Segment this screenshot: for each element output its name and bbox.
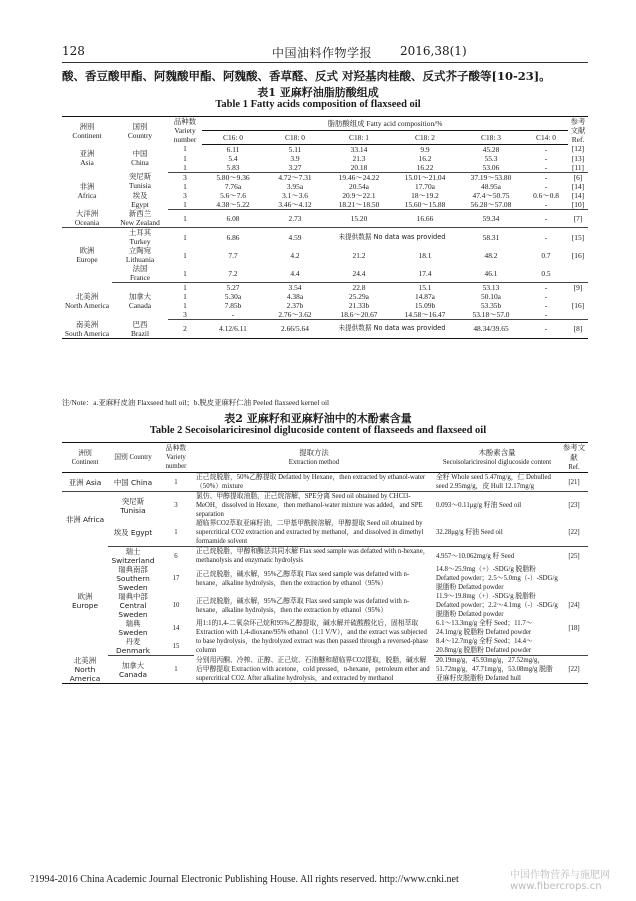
fatty-acid-cell: 2.66/5.64 — [264, 320, 326, 339]
country-cell: 中国 China — [108, 473, 158, 492]
fatty-acid-cell: 19.46～24.22 — [338, 172, 380, 182]
t1-h-c18-1: C18: 1 — [326, 130, 392, 144]
fatty-acid-cell: 5.83 — [202, 163, 264, 173]
fatty-acid-cell: 55.3 — [484, 153, 498, 163]
country-cell: 加拿大 Canada — [128, 292, 152, 311]
fatty-acid-cell: 3.54 — [288, 283, 302, 292]
fatty-acid-cell: 37.19～53.80 — [470, 172, 512, 182]
fatty-acid-cell: 53.06 — [458, 163, 524, 173]
table1-body — [62, 144, 588, 338]
method-cell: 分别用丙酮、冷榨、正醇、正己烷、石油醚和超临界CO2提取，脱脂，碱水解后甲醇提取 Extraction with acetone，cold pressed，n-hexane，petroleum ether and supercritical CO2. After alkaline hydrolysis，and extracted by methanol — [194, 656, 434, 684]
fatty-acid-cell: - — [544, 283, 548, 292]
variety-count-cell: 3 — [174, 502, 178, 509]
reference-cell: [6] — [573, 172, 583, 182]
continent-cell: 欧洲 Europe — [76, 246, 98, 265]
table1-caption-cn: 表1 亚麻籽油脂肪酸组成 — [257, 86, 379, 99]
fatty-acid-cell: 15.09b — [414, 301, 436, 310]
method-cell: 正己烷脱脂，碱水解，95%乙醇萃取 Flax seed sample was defatted with n-hexane，alkaline hydrolysis，then the extraction by ethanol（95%） — [196, 570, 410, 587]
reference-cell: [11] — [568, 163, 588, 173]
reference-cell: [22] — [560, 656, 588, 684]
t2-h-country: 国别 Country — [108, 443, 158, 473]
fatty-acid-cell: 4.2 — [290, 250, 300, 260]
country-cell: 瑞典南部 Southern Sweden — [116, 565, 150, 592]
variety-count-cell: 1 — [183, 301, 187, 310]
fatty-acid-cell: 2.73 — [264, 209, 326, 228]
fatty-acid-cell: 5.4 — [228, 153, 238, 163]
continent-cell: 北美洲 North America — [64, 292, 110, 310]
table-row — [62, 565, 588, 592]
variety-count-cell: 1 — [168, 264, 202, 283]
fatty-acid-cell: 0.6～0.8 — [533, 190, 559, 200]
country-cell: 立陶宛 Lithuania — [125, 246, 155, 264]
reference-cell: [10] — [568, 200, 588, 210]
fatty-acid-cell: 14.58～16.47 — [392, 310, 458, 320]
fatty-acid-cell: 17.4 — [392, 264, 458, 283]
fatty-acid-cell: 5.11 — [288, 144, 302, 154]
journal-title: 中国油料作物学报 — [272, 46, 373, 60]
fatty-acid-cell: - — [524, 320, 568, 339]
content-cell: 4.957～10.062mg/g 籽 Seed — [436, 552, 515, 560]
fatty-acid-cell: 5.6～7.6 — [220, 190, 246, 200]
fatty-acid-cell: - — [544, 153, 548, 163]
variety-count-cell: 3 — [183, 172, 187, 182]
t1-h-c16-0: C16: 0 — [202, 130, 264, 144]
fatty-acid-cell: 2.76～3.62 — [264, 310, 326, 320]
content-cell: 14.8～25.9mg（+）-SDG/g 脱脂粉 Defatted powder；2.5～5.0mg（-）-SDG/g 脱脂粉 Defatted powder — [436, 566, 558, 591]
method-cell: 正己烷脱脂，碱水解，95%乙醇萃取 Flax seed sample was defatted with n-hexane，alkaline hydrolysis，then the extraction by ethanol（95%） — [196, 597, 410, 614]
fatty-acid-cell: 7.76a — [224, 181, 242, 191]
country-cell: 突尼斯 Tunisia — [128, 172, 152, 191]
fatty-acid-cell: - — [544, 292, 548, 301]
reference-cell: [16] — [571, 301, 585, 310]
t2-h-ref: 参考文献 Ref. — [560, 443, 588, 473]
t1-h-continent: 洲别 Continent — [62, 117, 112, 145]
continent-cell: 亚洲 Asia — [79, 149, 95, 167]
fatty-acid-cell: - — [524, 163, 568, 173]
table1-caption-en: Table 1 Fatty acids composition of flaxseed oil — [215, 99, 421, 110]
country-cell: 加拿大 Canada — [108, 656, 158, 684]
variety-count-cell: 1 — [183, 250, 187, 260]
fatty-acid-cell: 6.11 — [226, 144, 240, 154]
method-cell: 氯仿、甲醇提取油脂，正己烷溶解，SPE分离 Seed oil obtained by CHCl3-MeOH，dissolved in Hexane，then methanol-water mixture was added，and SPE separation — [196, 493, 423, 518]
fatty-acid-cell: - — [544, 181, 548, 191]
fatty-acid-cell: 56.28～57.08 — [458, 200, 524, 210]
fatty-acid-cell: 6.08 — [202, 209, 264, 228]
intro-text: 酸、香豆酸甲酯、阿魏酸甲酯、阿魏酸、香草醛、反式 对羟基肉桂酸、反式芥子酸等[10-23]。 — [62, 69, 551, 83]
table-row — [62, 656, 588, 684]
fatty-acid-cell: 9.9 — [420, 144, 430, 154]
variety-count-cell: 3 — [168, 310, 202, 320]
variety-count-cell: 1 — [158, 519, 194, 547]
country-cell: 突尼斯 Tunisia — [120, 496, 146, 515]
variety-count-cell: 1 — [183, 181, 187, 191]
table-row — [62, 320, 588, 339]
table2 — [62, 442, 588, 684]
table-row — [62, 209, 588, 228]
fatty-acid-cell: 4.38～5.22 — [202, 200, 264, 210]
content-cell: 全籽 Whole seed 5.47mg/g，仁 Dehulled seed 2.95mg/g，皮 Hull 12.17mg/g — [434, 473, 560, 492]
reference-cell: [21] — [560, 473, 588, 492]
copyright-footer: ?1994-2016 China Academic Journal Electronic Publishing House. All rights reserved. http://www.cnki.net — [30, 874, 459, 885]
reference-cell: [7] — [568, 209, 588, 228]
fatty-acid-cell: 7.7 — [228, 250, 238, 260]
fatty-acid-cell: 46.1 — [458, 264, 524, 283]
country-cell: 埃及 Egypt — [108, 519, 158, 547]
content-cell: 8.4～12.7mg/g 全籽 Seed；14.4～20.8mg/g 脱脂粉 Defatted powder — [434, 637, 560, 656]
reference-cell — [568, 292, 588, 301]
fatty-acid-cell: 24.4 — [326, 264, 392, 283]
method-cell: 正己烷脱脂，甲醇和酶法共同水解 Flax seed sample was defatted with n-hexane，methanolysis and enzymatic hydrolysis — [196, 548, 430, 564]
fatty-acid-cell: 6.86 — [226, 232, 240, 242]
t2-h-variety: 品种数 Variety number — [158, 443, 194, 473]
country-cell: 埃及 Egypt — [131, 190, 149, 209]
table-row — [62, 492, 588, 520]
variety-count-cell: 1 — [168, 200, 202, 210]
fatty-acid-cell: 3.9 — [290, 153, 300, 163]
method-cell: 超临界CO2萃取亚麻籽油，二甲基甲酰胺溶解，甲醇提取 Seed oil obtained by supercritical CO2 extraction and extracted by methanol，and dissolved in dimethyl formamide solvent — [194, 519, 434, 547]
reference-cell: [18] — [568, 624, 580, 632]
fatty-acid-cell: 47.4～50.75 — [472, 190, 510, 200]
fatty-acid-cell: - — [524, 200, 568, 210]
fatty-acid-cell: 4.38a — [286, 292, 304, 301]
fatty-acid-cell: 25.29a — [349, 292, 369, 301]
t1-h-c14-0: C14: 0 — [524, 130, 568, 144]
fatty-acid-cell: 20.9～22.1 — [342, 190, 376, 200]
content-cell: 11.9～19.8mg（+）-SDG/g 脱脂粉 Defatted powder；2.2～4.1mg（-）-SDG/g 脱脂粉 Defatted powder — [436, 593, 558, 618]
table-row — [62, 264, 588, 283]
fatty-acid-cell: 50.10a — [481, 292, 501, 301]
fatty-acid-cell: - — [544, 144, 548, 154]
continent-cell: 大洋洲 Oceania — [62, 209, 112, 228]
method-cell: 用1:1的1,4-二氧杂环己烷和95%乙醇提取，碱水解并硫酸酸化后，固相萃取 Extraction with 1,4-dioxane/95% ethanol（1:1 V/V），and the extract was subjected to base hydrolysis，the hydrolyzed extract was then passed through a reversed-phase column — [196, 620, 429, 655]
fatty-acid-cell: 2.37b — [286, 301, 304, 310]
content-cell: 32.28μg/g 籽油 Seed oil — [434, 519, 560, 547]
variety-count-cell: 1 — [183, 144, 187, 154]
country-cell: 新西兰 New Zealand — [112, 209, 168, 228]
fatty-acid-cell: 14.87a — [415, 292, 435, 301]
fatty-acid-cell: 未提供数据 No data was provided — [338, 232, 446, 241]
reference-cell: [23] — [568, 502, 580, 509]
fatty-acid-cell: 53.13 — [482, 283, 500, 292]
running-header — [62, 44, 588, 62]
fatty-acid-cell: - — [544, 172, 548, 182]
fatty-acid-cell: - — [202, 310, 264, 320]
fatty-acid-cell: 3.1～3.6 — [282, 190, 308, 200]
fatty-acid-cell: 15.01～21.04 — [404, 172, 446, 182]
t1-h-country: 国别 Country — [112, 117, 168, 145]
t1-h-c18-0: C18: 0 — [264, 130, 326, 144]
t1-h-c18-2: C18: 2 — [392, 130, 458, 144]
header-rule — [62, 62, 588, 63]
reference-cell: [25] — [568, 552, 580, 560]
reference-cell: [13] — [571, 153, 585, 163]
method-cell: 正己烷脱脂，50%乙醇提取 Defatted by Hexane，then extracted by ethanol-water（50%）mixture — [194, 473, 434, 492]
reference-cell: [15] — [571, 232, 585, 242]
fatty-acid-cell: 3.46～4.12 — [264, 200, 326, 210]
country-cell: 中国 China — [131, 149, 149, 167]
reference-cell: [22] — [560, 519, 588, 547]
table-row — [62, 246, 588, 264]
country-cell: 瑞典中部 Central Sweden — [118, 592, 148, 619]
fatty-acid-cell: 4.59 — [288, 232, 302, 242]
fatty-acid-cell: 18～19.2 — [411, 190, 439, 200]
fatty-acid-cell: - — [524, 310, 568, 320]
t1-h-ref: 参考文献 Ref. — [568, 117, 588, 145]
table1 — [62, 116, 588, 339]
continent-cell: 欧洲 Europe — [72, 592, 98, 610]
variety-count-cell: 1 — [158, 656, 194, 684]
volume-issue: 2016,38(1) — [400, 44, 467, 58]
watermark: 中国作物营养与施肥网 www.fibercrops.cn — [510, 870, 610, 892]
fatty-acid-cell: 0.5 — [524, 264, 568, 283]
t1-h-fatty-acids: 脂肪酸组成 Fatty acid composition/% — [202, 117, 568, 131]
fatty-acid-cell: 16.2 — [418, 153, 432, 163]
fatty-acid-cell: 4.72～7.31 — [278, 172, 312, 182]
variety-count-cell: 1 — [183, 153, 187, 163]
fatty-acid-cell: 0.7 — [541, 250, 551, 260]
continent-cell: 非洲 Africa — [65, 514, 105, 524]
fatty-acid-cell: 4.12/6.11 — [202, 320, 264, 339]
table1-note: 注/Note：a.亚麻籽皮油 Flaxseed hull oil；b.脱皮亚麻籽仁油 Peeled flaxseed kernel oil — [62, 398, 330, 407]
content-cell: 0.093～0.11μg/g 籽油 Seed oil — [436, 502, 522, 509]
fatty-acid-cell: 53.18～57.0 — [458, 310, 524, 320]
reference-cell — [560, 565, 588, 592]
fatty-acid-cell: 15.60～15.88 — [392, 200, 458, 210]
reference-cell: [24] — [568, 602, 580, 609]
fatty-acid-cell: 3.27 — [264, 163, 326, 173]
continent-cell: 南美洲 South America — [62, 320, 112, 339]
table-row — [62, 144, 588, 154]
fatty-acid-cell: 15.1 — [418, 283, 432, 292]
continent-cell: 北美洲 North America — [62, 656, 108, 684]
country-cell: 土耳其 Turkey — [128, 228, 152, 246]
fatty-acid-cell: 15.20 — [326, 209, 392, 228]
fatty-acid-cell: 16.66 — [392, 209, 458, 228]
table-row — [62, 592, 588, 619]
fatty-acid-cell: 45.28 — [482, 144, 500, 154]
fatty-acid-cell: 18.1 — [418, 250, 432, 260]
country-cell: 丹麦 Denmark — [108, 637, 158, 656]
variety-count-cell: 1 — [168, 209, 202, 228]
variety-count-cell: 3 — [183, 190, 187, 200]
fatty-acid-cell: 18.6～20.67 — [326, 310, 392, 320]
variety-count-cell: 1 — [168, 163, 202, 173]
fatty-acid-cell: 48.34/39.65 — [458, 320, 524, 339]
fatty-acid-cell: 48.95a — [481, 181, 501, 191]
table-row — [62, 547, 588, 566]
fatty-acid-cell: 18.21～18.50 — [326, 200, 392, 210]
page-number: 128 — [62, 44, 85, 58]
reference-cell — [568, 310, 588, 320]
table-row — [62, 283, 588, 293]
fatty-acid-cell: - — [544, 232, 548, 242]
reference-cell: [14] — [571, 181, 585, 191]
t2-h-content: 木酚素含量 Secoisolariciresinol diglucoside content — [434, 443, 560, 473]
country-cell: 瑞典 Sweden — [118, 619, 148, 637]
table2-caption-en: Table 2 Secoisolariciresinol diglucoside content of flaxseeds and flaxseed oil — [149, 425, 487, 436]
continent-cell: 亚洲 Asia — [62, 473, 108, 492]
variety-count-cell: 6 — [174, 552, 178, 560]
table-row — [62, 228, 588, 247]
fatty-acid-cell: 20.18 — [326, 163, 392, 173]
content-cell: 20.19mg/g，45.93mg/g，27.52mg/g，51.72mg/g，47.71mg/g，53.08mg/g 脱脂亚麻籽皮脱脂粉 Defatted hull — [434, 656, 560, 684]
fatty-acid-cell: 16.22 — [392, 163, 458, 173]
table-row — [62, 519, 588, 547]
table2-caption-cn: 表2 亚麻籽和亚麻籽油中的木酚素含量 — [224, 412, 412, 425]
reference-cell: [14] — [571, 190, 585, 200]
table-row — [62, 191, 588, 200]
fatty-acid-cell: 7.2 — [202, 264, 264, 283]
table-row — [62, 619, 588, 637]
variety-count-cell: 2 — [168, 320, 202, 339]
fatty-acid-cell: 21.2 — [352, 250, 366, 260]
fatty-acid-cell: 59.34 — [458, 209, 524, 228]
fatty-acid-cell: 未提供数据 No data was provided — [326, 320, 458, 339]
fatty-acid-cell: 5.30a — [224, 292, 242, 301]
fatty-acid-cell: 17.70a — [415, 181, 435, 191]
fatty-acid-cell: 4.4 — [264, 264, 326, 283]
fatty-acid-cell: 7.85b — [224, 301, 242, 310]
country-cell: 巴西 Brazil — [112, 320, 168, 339]
fatty-acid-cell: 58.31 — [482, 232, 500, 242]
fatty-acid-cell: 21.33b — [348, 301, 370, 310]
reference-cell — [560, 637, 588, 656]
country-cell: 法国 France — [112, 264, 168, 283]
fatty-acid-cell: 3.95a — [286, 181, 304, 191]
variety-count-cell: 17 — [172, 575, 180, 582]
fatty-acid-cell: 22.8 — [352, 283, 366, 292]
fatty-acid-cell: 53.35b — [480, 301, 502, 310]
variety-count-cell: 1 — [158, 473, 194, 492]
table-row — [62, 473, 588, 492]
content-cell: 6.1～13.3mg/g 全籽 Seed；11.7～24.1mg/g 脱脂粉 Defatted powder — [436, 620, 533, 636]
reference-cell: [16] — [571, 250, 585, 260]
t1-h-variety: 品种数 Variety number — [168, 117, 202, 145]
fatty-acid-cell: 21.3 — [352, 153, 366, 163]
t1-h-c18-3: C18: 3 — [458, 130, 524, 144]
table2-body — [62, 473, 588, 684]
variety-count-cell: 15 — [158, 637, 194, 656]
variety-count-cell: 14 — [172, 624, 180, 632]
variety-count-cell: 1 — [183, 292, 187, 301]
fatty-acid-cell: 20.54a — [349, 181, 369, 191]
table-row — [62, 172, 588, 182]
variety-count-cell: 10 — [172, 602, 180, 609]
continent-cell: 非洲 Africa — [77, 181, 97, 200]
reference-cell: [8] — [568, 320, 588, 339]
fatty-acid-cell: 5.27 — [226, 283, 240, 292]
variety-count-cell: 1 — [183, 232, 187, 242]
t2-h-method: 提取方法 Extraction method — [194, 443, 434, 473]
fatty-acid-cell: 5.80～9.36 — [216, 172, 250, 182]
fatty-acid-cell: 33.14 — [350, 144, 368, 154]
reference-cell — [568, 264, 588, 283]
t2-h-continent: 洲别 Continent — [62, 443, 108, 473]
fatty-acid-cell: 48.2 — [484, 250, 498, 260]
variety-count-cell: 1 — [183, 283, 187, 292]
reference-cell: [9] — [573, 283, 583, 292]
country-cell: 瑞士 Switzerland — [111, 547, 155, 565]
fatty-acid-cell: - — [524, 209, 568, 228]
reference-cell: [12] — [571, 144, 585, 154]
fatty-acid-cell: - — [544, 301, 548, 310]
